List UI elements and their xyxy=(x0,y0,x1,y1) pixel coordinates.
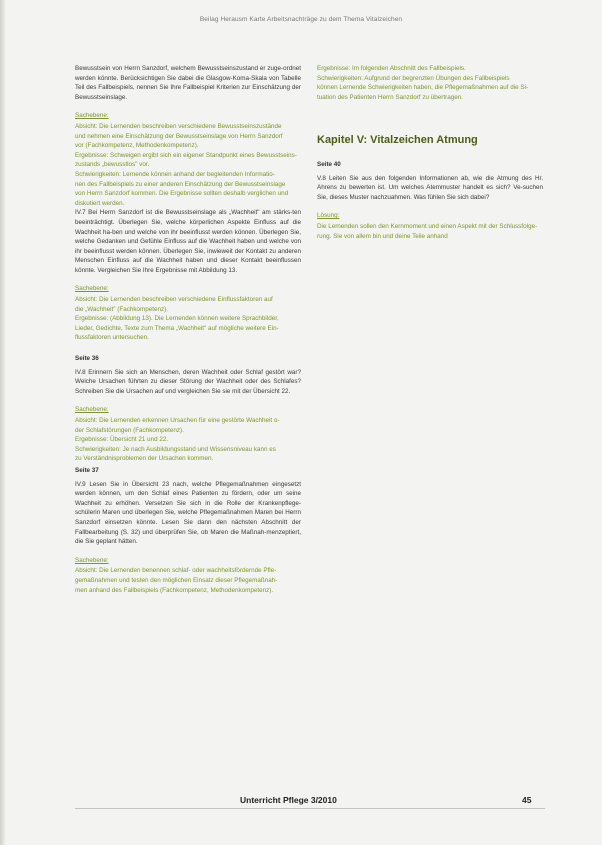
block2-line: Ergebnisse: (Abbildung 13). Die Lernenden können weitere Sprachbilder, xyxy=(75,315,279,323)
block4-line: gemaßnahmen und testen den möglichen Einsatz dieser Pflegemaßnah- xyxy=(75,576,278,584)
page-reference: Seite 37 xyxy=(75,466,99,474)
loesung-label: Lösung: xyxy=(317,212,340,220)
block1-line: diskutiert werden. xyxy=(75,199,125,207)
block4-line: men anhand des Fallbeispiels (Fachkompetenz, Methodenkompetenz). xyxy=(75,586,274,594)
task-v8: V.8 Leiten Sie aus den folgenden Informationen ab, wie die Atmung des Hr. Ahrens zu bewerten ist. Um welches Atemmuster handelt es sich? Ve-suchen Sie, dieses Muster nachzuahmen. Was fühlen Sie sich dabei? xyxy=(317,174,543,201)
block2-line: die „Wachheit" (Fachkompetenz). xyxy=(75,305,168,313)
right-top-line: Schwierigkeiten: Aufgrund der begrenzten Übungen des Fallbeispiels xyxy=(317,74,510,82)
block1-line: vor (Fachkompetenz, Methodenkompetenz). xyxy=(75,142,199,150)
chapter-title: Kapitel V: Vitalzeichen Atmung xyxy=(317,134,478,147)
block1-line: zustands „bewusstlos" vor. xyxy=(75,161,150,169)
right-column xyxy=(317,64,543,241)
running-head: Beilag Herausm Karte Arbeitsnachträge zu dem Thema Vitalzeichen xyxy=(199,16,403,23)
journal-title: Unterricht Pflege 3/2010 xyxy=(240,795,337,805)
block2-line: Absicht: Die Lernenden beschreiben verschiedene Einflussfaktoren auf xyxy=(75,296,273,304)
page-number: 45 xyxy=(522,795,532,805)
block3-line: Schwierigkeiten: Je nach Ausbildungsstand und Wissensniveau kann es xyxy=(75,445,276,453)
task-iv9: IV.9 Lesen Sie in Übersicht 23 nach, welche Pflegemaßnahmen eingesetzt werden können, um den Schlaf eines Patienten zu fördern, oder um seine Wachheit zu erhöhen. Versetzen Sie sich in die Rolle der Krankenpflege-schülerin Maren und überlegen Sie, welche Pflegemaßnahmen Maren bei Herrn Sanzdorf einsetzen könnte. Lesen Sie dann den nächsten Abschnitt der Fallbearbeitung (S. 32) und überprüfen Sie, ob Maren die Maßnah-menzeptiert, die Sie geplant hätten. xyxy=(75,480,301,546)
page-reference: Seite 40 xyxy=(317,160,341,168)
footer-rule xyxy=(75,808,545,809)
block3-line: zu Verständnisproblemen der Ursachen kommen. xyxy=(75,455,214,463)
page-reference: Seite 36 xyxy=(75,355,99,363)
loesung-line: Die Lernenden sollen den Kernmoment und einen Aspekt mit der Schlussfolge- xyxy=(317,222,538,230)
block3-line: Ergebnisse: Übersicht 21 und 22. xyxy=(75,436,169,444)
block1-line: und nehmen eine Einschätzung der Bewusstseinslage von Herrn Sanzdorf xyxy=(75,132,283,140)
right-top-line: Ergebnisse: Im folgenden Abschnitt des Fallbeispiels. xyxy=(317,65,466,72)
right-top-line: tuation des Patienten Herrn Sanzdorf zu übertragen. xyxy=(317,93,463,101)
page-edge xyxy=(0,0,5,845)
block1-line: nen des Fallbeispiels zu einer anderen Einschätzung der Bewusstseinslage xyxy=(75,180,286,188)
block4-line: Absicht: Die Lernenden benennen schlaf- oder wachheitsfördernde Pfle- xyxy=(75,567,277,575)
block1-line: von Herrn Sanzdorf kommen. Die Ergebnisse sollten deshalb verglichen und xyxy=(75,190,289,198)
sachebene-label-1: Sachebene: xyxy=(75,112,109,120)
block2-line: flussfaktoren untersuchen. xyxy=(75,334,149,342)
block2-line: Lieder, Gedichte, Texte zum Thema „Wachheit" auf mögliche weitere Ein- xyxy=(75,324,279,332)
task-iv7: IV.7 Bei Herrn Sanzdorf ist die Bewusstseinslage als „Wachheit" am stärks-ten beeinträchtigt. Überlegen Sie, welche körperlichen Aspekte Einfluss auf die Wachheit ha-ben und welche von ihr beeinflusst werden können. Überlegen Sie, welche Gedanken und Gefühle Einfluss auf die Wachheit haben und welche von ihr beeinflusst werden können. Überlegen Sie, inwieweit der Kontakt zu anderen Menschen Einfluss auf die Wachheit haben und dieser Kontakt beeinflussen könnte. Vergleichen Sie Ihre Ergebnisse mit Abbildung 13. xyxy=(75,209,301,274)
task-iv8: IV.8 Erinnern Sie sich an Menschen, deren Wachheit oder Schlaf gestört war? Welche Ursachen führten zu dieser Störung der Wachheit oder des Schlafes? Schreiben Sie die Ursachen auf und vergleichen Sie sie mit der Übersicht 22. xyxy=(75,368,301,395)
intro-paragraph: Bewusstsein von Herrn Sanzdorf, welchem Bewusstseinszustand er zuge-ordnet werden könnte. Berücksichtigen Sie dabei die Glasgow-Koma-Skala von Tabelle Teil des Fallbeispiels, nennen Sie Ihre Fallbeispiel Kriterien zur Einschätzung der Bewusstseinslage. xyxy=(75,65,301,101)
block1-line: Schwierigkeiten: Lernende können anhand der begleitenden Informatio- xyxy=(75,170,275,178)
sachebene-label-2: Sachebene: xyxy=(75,285,109,293)
sachebene-label-4: Sachebene: xyxy=(75,556,109,564)
block1-line: Ergebnisse: Schweigen ergibt sich ein eigener Standpunkt eines Bewusstseins- xyxy=(75,151,297,159)
right-top-line: können Lernende Schwierigkeiten haben, die Pflegemaßnahmen auf die Si- xyxy=(317,84,529,92)
block1-line: Absicht: Die Lernenden beschreiben verschiedene Bewusstseinszustände xyxy=(75,122,282,130)
sachebene-label-3: Sachebene: xyxy=(75,406,109,414)
left-column xyxy=(75,64,301,595)
block3-line: Absicht: Die Lernenden erkennen Ursachen für eine gestörte Wachheit o- xyxy=(75,417,280,424)
loesung-line: rung. Sie von allem bin und deine Teile anhand xyxy=(317,232,448,240)
block3-line: der Schlafstörungen (Fachkompetenz). xyxy=(75,426,184,434)
